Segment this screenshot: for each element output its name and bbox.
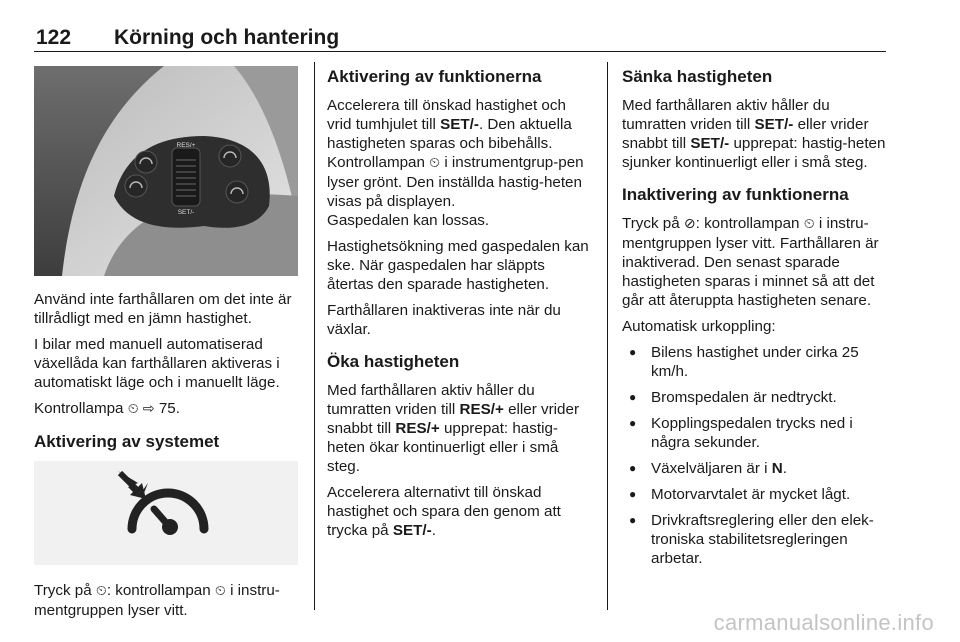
paragraph-accelerator-increase: Hastighetsökning med gaspedalen kan ske. När gaspedalen har släppts återtas den sparade hastigheten. — [327, 238, 589, 293]
column-divider-1 — [314, 62, 315, 610]
cruise-lamp-icon: ⏲ — [127, 401, 139, 417]
heading-function-activation: Aktivering av funktionerna — [327, 67, 542, 86]
paragraph-press-deactivate: Tryck på ⊘: kontrollampan ⏲ i instru-mentgruppen lyser vitt. Farthållaren är inaktiverad. Den senast sparade hastigheten sparas i minnet så att det går att återuppta hastigheten senare. — [622, 215, 879, 309]
page-header — [34, 22, 886, 52]
paragraph-accelerate-alternative: Accelerera alternativt till önskad hastighet och spara den genom att trycka på SET/-. — [327, 484, 561, 539]
cruise-button-icon: ⏲ — [95, 583, 107, 599]
chapter-title: Körning och hantering — [114, 26, 340, 49]
paragraph-auto-disengage: Automatisk urkoppling: — [622, 318, 776, 335]
arrow-ref-icon: ⇨ — [142, 401, 155, 417]
set-minus-label: SET/- — [177, 209, 195, 216]
heading-increase-speed: Öka hastigheten — [327, 352, 460, 371]
list-item: ● Växelväljaren är i N. — [629, 459, 888, 478]
paragraph-res-plus: Med farthållaren aktiv håller du tumratten vriden till RES/+ eller vrider snabbt till RES/+ upprepat: hastig-heten ökar kontinuerligt eller i små steg. — [327, 382, 580, 475]
paragraph-control-lamp: Kontrollampa ⏲ ⇨ 75. — [34, 400, 180, 417]
list-item: ● Bromspedalen är nedtryckt. — [629, 388, 888, 407]
paragraph-gear-change: Farthållaren inaktiveras inte när du växlar. — [327, 302, 561, 338]
column-divider-2 — [607, 62, 608, 610]
cruise-lamp-icon: ⏲ — [214, 583, 226, 599]
watermark: carmanualsonline.info — [713, 610, 934, 635]
column-2 — [327, 66, 593, 547]
steering-wheel-controls-image — [34, 66, 298, 276]
heading-decrease-speed: Sänka hastigheten — [622, 67, 773, 86]
paragraph-usage: Använd inte farthållaren om det inte är tillrådligt med en jämn hastighet. — [34, 291, 292, 327]
cruise-lamp-icon: ⏲ — [429, 155, 441, 171]
cruise-cancel-icon: ⊘ — [683, 216, 696, 232]
speedometer-arrow-icon — [34, 461, 298, 565]
column-3 — [622, 66, 888, 575]
paragraph-accelerate-set: Accelerera till önskad hastighet och vrid tumhjulet till SET/-. Den aktuella hastigheten sparas och bibehålls. Kontrollampan ⏲ i instrumentgrup-pen lyser grönt. Den inställda hastig-heten visas på displayen. Gaspedalen kan lossas. — [327, 97, 584, 229]
list-item: ● Kopplingspedalen trycks ned i några sekunder. — [629, 414, 888, 452]
list-item: ● Motorvarvtalet är mycket lågt. — [629, 485, 888, 504]
res-plus-label: RES/+ — [176, 142, 196, 149]
column-1 — [34, 66, 298, 627]
paragraph-set-minus: Med farthållaren aktiv håller du tumratten vriden till SET/- eller vrider snabbt till SET/- upprepat: hastig-heten sjunker kontinuerligt eller i små steg. — [622, 97, 886, 171]
list-item: ● Drivkraftsreglering eller den elek-troniska stabilitetsregleringen arbetar. — [629, 511, 888, 568]
paragraph-automated-gearbox: I bilar med manuell automatiserad växellåda kan farthållaren aktiveras i automatiskt läge och i manuellt läge. — [34, 336, 280, 391]
heading-system-activation: Aktivering av systemet — [34, 432, 220, 451]
cruise-lamp-icon: ⏲ — [803, 216, 815, 232]
page-number: 122 — [36, 26, 72, 49]
disengage-conditions-list — [629, 343, 888, 568]
list-item: ● Bilens hastighet under cirka 25 km/h. — [629, 343, 888, 381]
heading-deactivation: Inaktivering av funktionerna — [622, 185, 849, 204]
paragraph-press-activate: Tryck på ⏲: kontrollampan ⏲ i instru-mentgruppen lyser vitt. — [34, 582, 280, 619]
